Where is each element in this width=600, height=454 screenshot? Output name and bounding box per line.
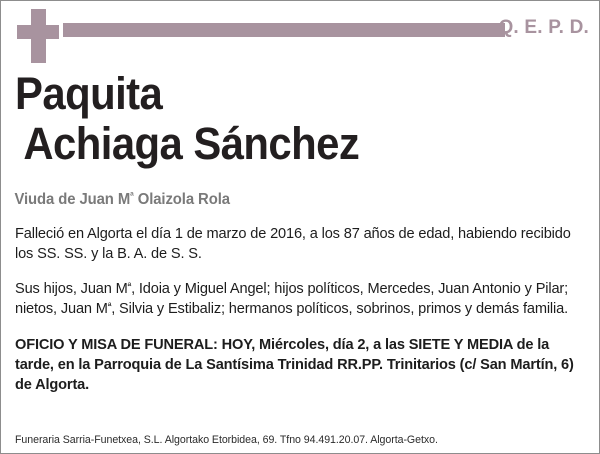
- ordinal-indicator-icon: ª: [107, 300, 112, 312]
- header-rule: [63, 23, 505, 37]
- rest-in-peace-abbrev: Q. E. P. D.: [498, 17, 589, 38]
- spouse-relation-prefix: Viuda de Juan M: [14, 191, 131, 208]
- death-notice-paragraph: Falleció en Algorta el día 1 de marzo de 2016, a los 87 años de edad, habiendo recibido los SS. SS. y la B. A. de S. S.: [15, 226, 571, 262]
- funeral-home-footer: Funeraria Sarria-Funetxea, S.L. Algortako Etorbidea, 69. Tfno 94.491.20.07. Algorta-Getxo.: [15, 434, 438, 446]
- deceased-surnames: Achiaga Sánchez: [23, 118, 360, 169]
- deceased-given-name: Paquita: [15, 68, 163, 119]
- funeral-service-paragraph: OFICIO Y MISA DE FUNERAL: HOY, Miércoles, día 2, a las SIETE Y MEDIA de la tarde, en la Parroquia de La Santísima Trinidad RR.PP. Trinitarios (c/ San Martín, 6) de Algorta.: [15, 337, 574, 393]
- survivors-part-1: Sus hijos, Juan M: [15, 281, 128, 297]
- survivors-paragraph: [1, 279, 599, 319]
- spouse-relation-suffix: Olaizola Rola: [133, 191, 230, 208]
- cross-icon: [17, 9, 59, 63]
- ordinal-indicator-icon: ª: [127, 280, 132, 292]
- deceased-name-block: [1, 69, 599, 169]
- cross-horizontal-bar: [17, 25, 59, 39]
- spouse-relation-line: [1, 191, 575, 209]
- notice-header: [1, 1, 599, 63]
- survivors-part-2: , Idoia y Miguel Angel; hijos políticos, Mercedes, Juan Antonio y Pilar; nietos, Juan M: [15, 281, 569, 317]
- survivors-part-3: , Silvia y Estibaliz; hermanos políticos, sobrinos, primos y demás familia.: [111, 301, 568, 317]
- ordinal-indicator-icon: ª: [130, 191, 134, 203]
